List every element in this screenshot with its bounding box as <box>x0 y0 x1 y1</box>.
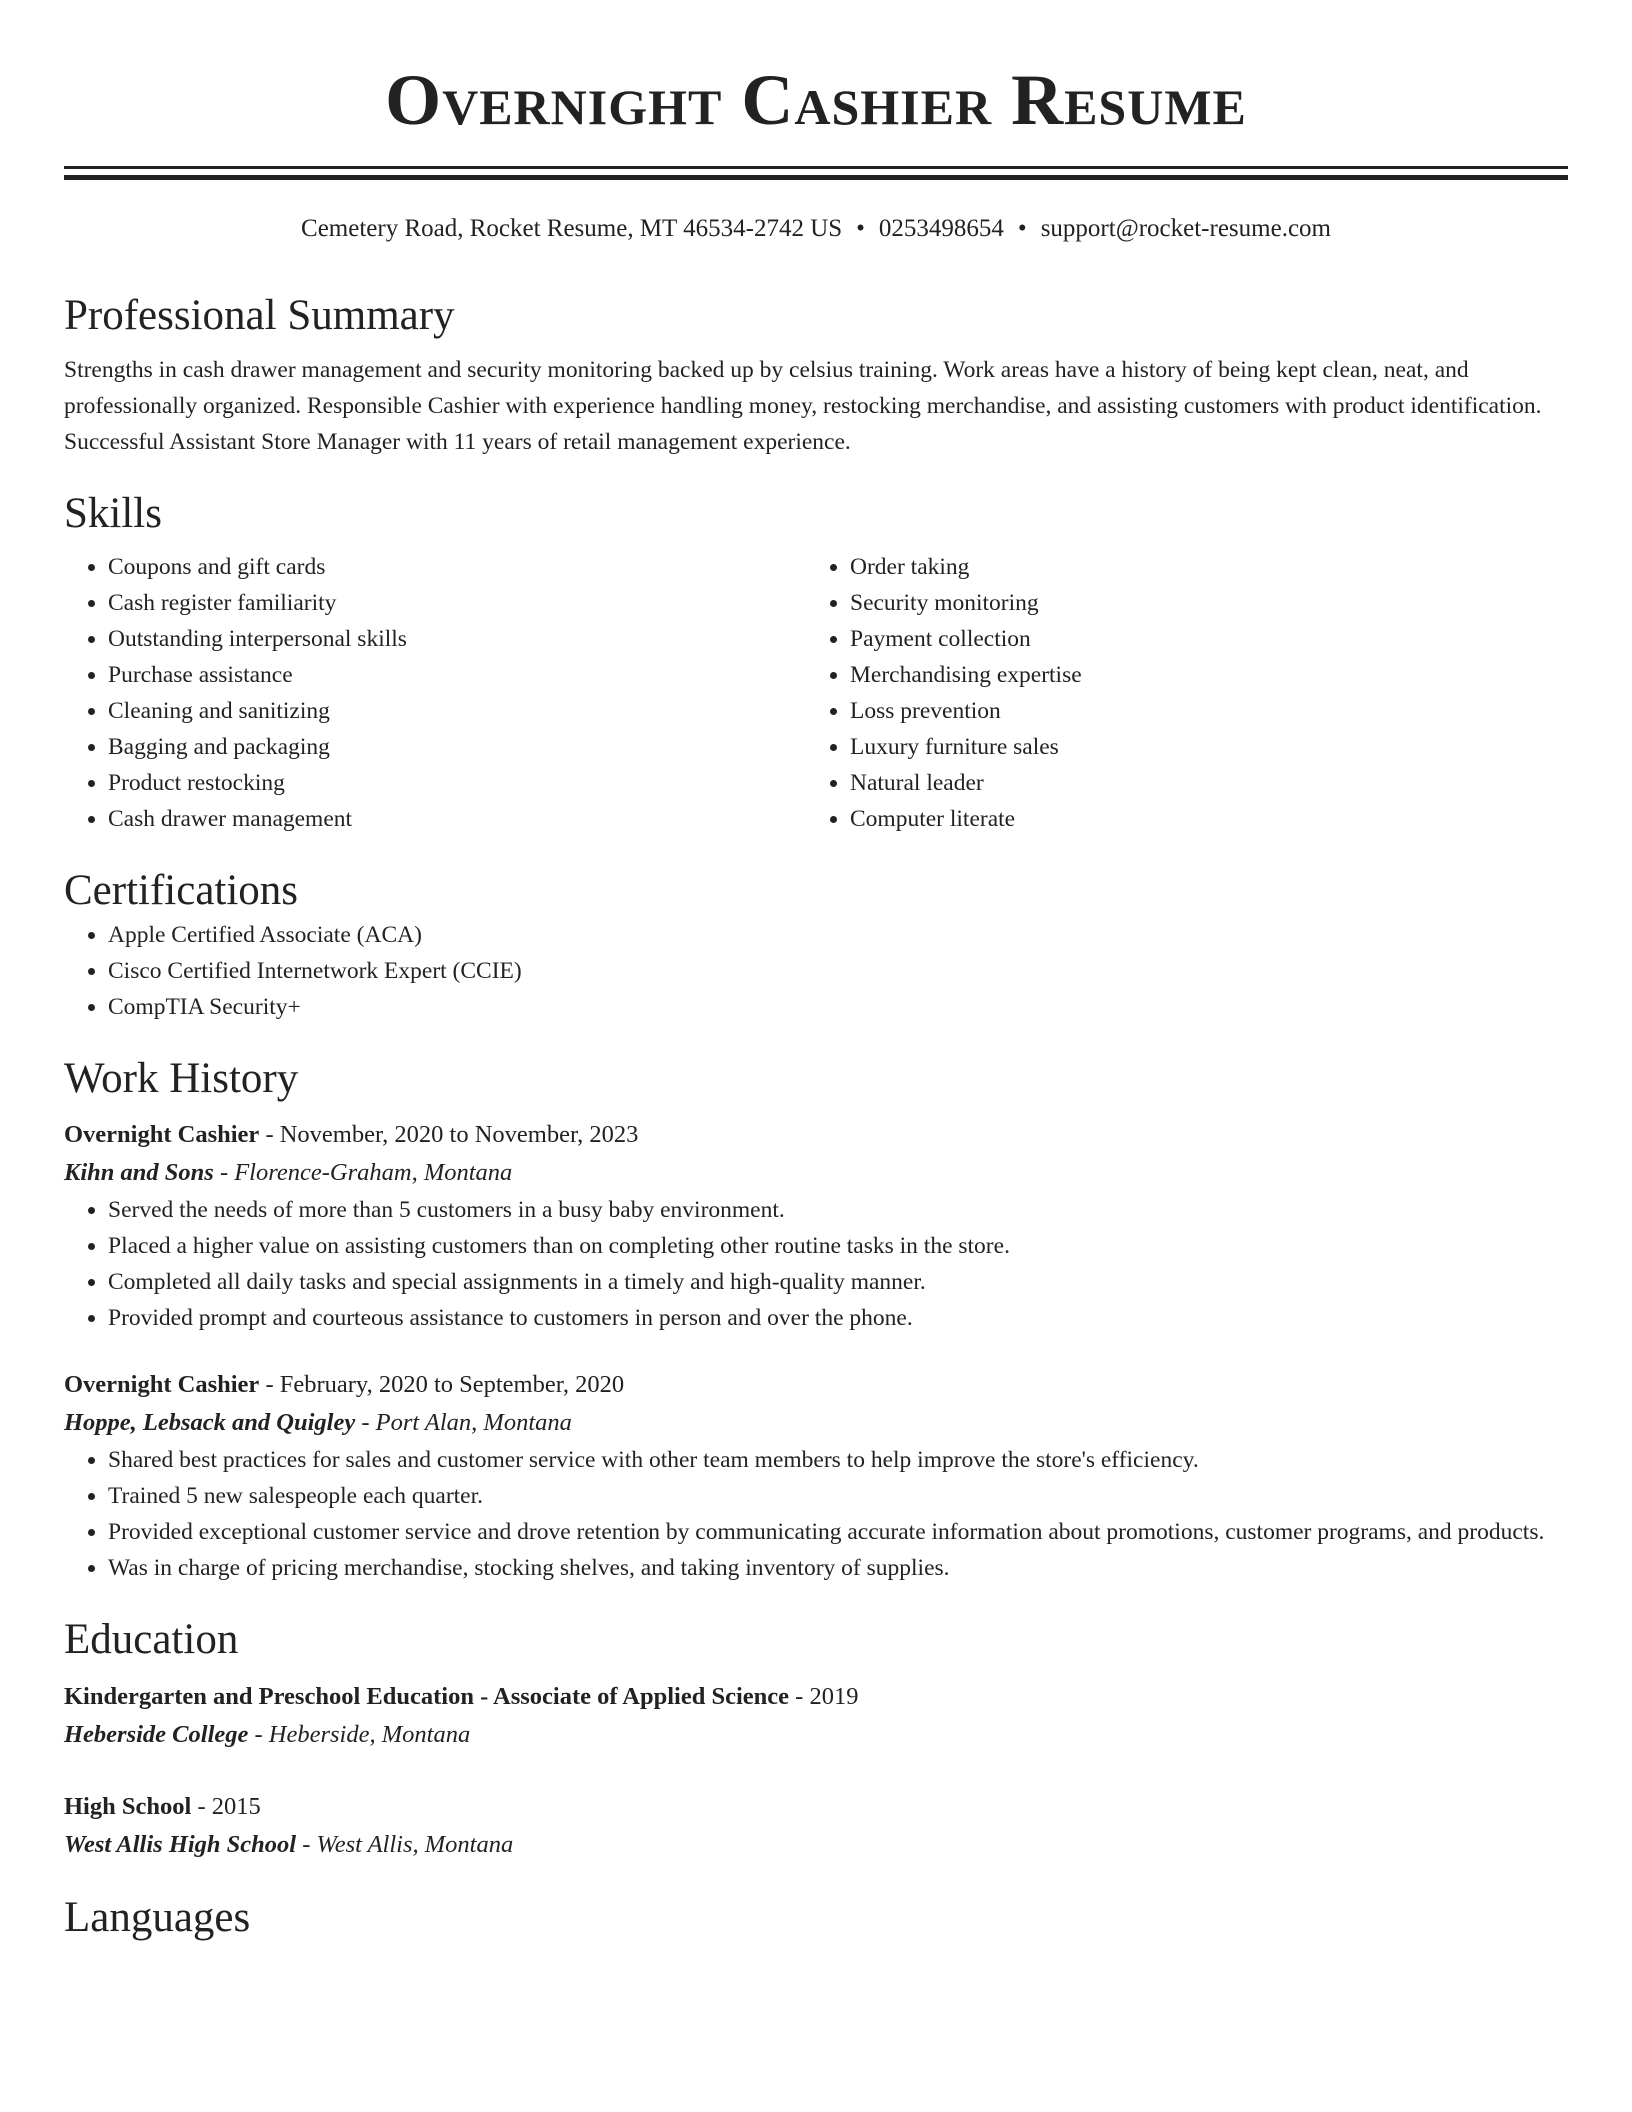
skill-item: • Merchandising expertise <box>850 657 1568 693</box>
skill-item: • Bagging and packaging <box>108 729 806 765</box>
job-duties-list <box>64 1442 1568 1586</box>
job-title-line <box>64 1366 1568 1404</box>
employer-name: Kihn and Sons <box>64 1159 214 1187</box>
summary-section <box>64 290 1568 460</box>
job-title: Overnight Cashier <box>64 1371 260 1399</box>
job-duty: • Provided prompt and courteous assistance to customers in person and over the phone. <box>108 1300 1568 1336</box>
employer-line <box>64 1154 1568 1192</box>
work-history-heading: Work History <box>64 1054 299 1102</box>
job-entry <box>64 1366 1568 1586</box>
skill-item: • Cleaning and sanitizing <box>108 693 806 729</box>
employer-name: Hoppe, Lebsack and Quigley <box>64 1409 356 1437</box>
skills-right-column <box>806 549 1568 837</box>
summary-text: Strengths in cash drawer management and security monitoring backed up by celsius training. Work areas have a history of being kept clean, neat, and professionally organized. Responsible Cashier with experience handling money, restocking merchandise, and assisting customers with product identification. Successful Assistant Store Manager with 11 years of retail management experience. <box>64 356 1542 455</box>
employer-location: - Florence-Graham, Montana <box>213 1159 513 1187</box>
skill-item: • Product restocking <box>108 765 806 801</box>
degree-year: - 2019 <box>789 1682 859 1710</box>
degree-name: High School <box>64 1792 192 1820</box>
contact-email: support@rocket-resume.com <box>1040 215 1331 242</box>
job-duty: • Was in charge of pricing merchandise, stocking shelves, and taking inventory of supplies. <box>108 1550 1568 1586</box>
skills-columns <box>64 549 1568 837</box>
skill-item: • Computer literate <box>850 801 1568 837</box>
skill-item: • Coupons and gift cards <box>108 549 806 585</box>
school-location: - Heberside, Montana <box>248 1720 471 1748</box>
school-location: - West Allis, Montana <box>296 1830 514 1858</box>
certifications-section <box>64 865 1568 1025</box>
contact-separator: • <box>856 215 865 242</box>
skills-heading: Skills <box>64 489 162 537</box>
skill-item: • Purchase assistance <box>108 657 806 693</box>
education-entry <box>64 1788 1568 1864</box>
resume-title: Overnight Cashier Resume <box>385 60 1247 140</box>
skill-item: • Cash drawer management <box>108 801 806 837</box>
contact-address: Cemetery Road, Rocket Resume, MT 46534-2742 US <box>301 215 843 242</box>
job-duty: • Placed a higher value on assisting customers than on completing other routine tasks in the store. <box>108 1228 1568 1264</box>
education-heading: Education <box>64 1616 239 1664</box>
skill-item: • Luxury furniture sales <box>850 729 1568 765</box>
certifications-list <box>64 917 1568 1025</box>
skill-item: • Order taking <box>850 549 1568 585</box>
employer-location: - Port Alan, Montana <box>355 1409 572 1437</box>
job-entry <box>64 1116 1568 1336</box>
degree-line <box>64 1788 1568 1826</box>
certifications-heading: Certifications <box>64 867 299 915</box>
job-duty: • Served the needs of more than 5 customers in a busy baby environment. <box>108 1192 1568 1228</box>
languages-section <box>64 1892 1568 1944</box>
skill-item: • Loss prevention <box>850 693 1568 729</box>
work-history-section <box>64 1053 1568 1587</box>
contact-line <box>64 214 1568 244</box>
certification-item: • Cisco Certified Internetwork Expert (CCIE) <box>108 953 1568 989</box>
job-duty: • Provided exceptional customer service and drove retention by communicating accurate information about promotions, customer programs, and products. <box>108 1514 1568 1550</box>
job-duties-list <box>64 1192 1568 1336</box>
school-name: Heberside College <box>64 1720 249 1748</box>
job-title-line <box>64 1116 1568 1154</box>
languages-heading: Languages <box>64 1893 251 1941</box>
job-dates: - February, 2020 to September, 2020 <box>259 1371 625 1399</box>
education-entry <box>64 1678 1568 1754</box>
skills-left-list <box>64 549 806 837</box>
skill-item: • Cash register familiarity <box>108 585 806 621</box>
skills-section <box>64 488 1568 838</box>
certification-item: • CompTIA Security+ <box>108 989 1568 1025</box>
school-line <box>64 1826 1568 1864</box>
job-duty: • Shared best practices for sales and customer service with other team members to help improve the store's efficiency. <box>108 1442 1568 1478</box>
title-rule-bottom <box>64 175 1568 180</box>
skill-item: • Security monitoring <box>850 585 1568 621</box>
job-duty: • Completed all daily tasks and special assignments in a timely and high-quality manner. <box>108 1264 1568 1300</box>
job-dates: - November, 2020 to November, 2023 <box>259 1121 639 1149</box>
skills-right-list <box>806 549 1568 837</box>
certification-item: • Apple Certified Associate (ACA) <box>108 917 1568 953</box>
contact-phone: 0253498654 <box>878 215 1004 242</box>
degree-year: - 2015 <box>191 1792 261 1820</box>
employer-line <box>64 1404 1568 1442</box>
contact-separator: • <box>1017 215 1027 242</box>
skill-item: • Outstanding interpersonal skills <box>108 621 806 657</box>
job-duty: • Trained 5 new salespeople each quarter. <box>108 1478 1568 1514</box>
school-line <box>64 1716 1568 1754</box>
school-name: West Allis High School <box>64 1830 297 1858</box>
education-section <box>64 1614 1568 1864</box>
degree-name: Kindergarten and Preschool Education - Associate of Applied Science <box>64 1682 790 1710</box>
title-rule-top <box>64 166 1568 169</box>
skill-item: • Natural leader <box>850 765 1568 801</box>
job-title: Overnight Cashier <box>64 1121 260 1149</box>
summary-heading: Professional Summary <box>64 292 455 339</box>
skills-left-column <box>64 549 806 837</box>
degree-line <box>64 1678 1568 1716</box>
skill-item: • Payment collection <box>850 621 1568 657</box>
